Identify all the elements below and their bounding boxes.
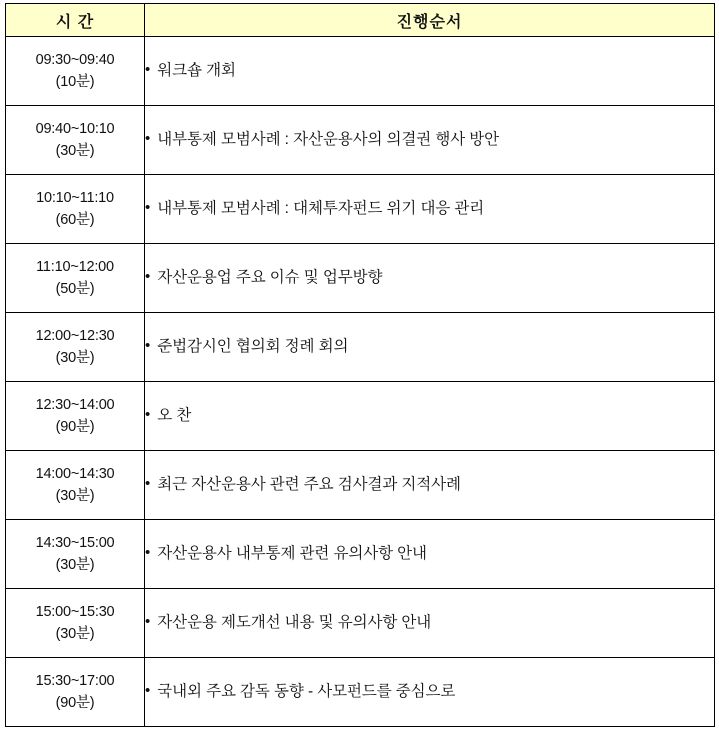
time-range: 09:30~09:40 <box>35 51 115 68</box>
time-range: 09:40~10:10 <box>35 120 115 137</box>
agenda-text: 내부통제 모범사례 : 대체투자펀드 위기 대응 관리 <box>157 199 485 217</box>
time-range: 14:00~14:30 <box>35 465 115 482</box>
time-duration: (10분) <box>55 74 95 90</box>
agenda-cell <box>145 313 715 382</box>
table-row <box>6 37 715 106</box>
time-cell <box>6 37 145 106</box>
column-header-time: 시 간 <box>6 4 145 37</box>
time-duration: (50분) <box>55 281 95 297</box>
time-cell <box>6 106 145 175</box>
time-duration: (60분) <box>55 212 95 228</box>
table-row <box>6 382 715 451</box>
column-header-agenda: 진행순서 <box>145 4 715 37</box>
agenda-text: 자산운용사 내부통제 관련 유의사항 안내 <box>157 544 427 562</box>
time-range: 10:10~11:10 <box>36 189 114 206</box>
bullet-icon: • <box>145 336 151 354</box>
agenda-text: 국내외 주요 감독 동향 - 사모펀드를 중심으로 <box>157 682 456 700</box>
time-range: 15:00~15:30 <box>35 603 115 620</box>
agenda-text: 자산운용업 주요 이슈 및 업무방향 <box>157 268 383 286</box>
table-row <box>6 451 715 520</box>
time-duration: (30분) <box>55 488 95 504</box>
bullet-icon: • <box>145 129 151 147</box>
bullet-icon: • <box>145 198 151 216</box>
agenda-cell <box>145 658 715 727</box>
time-cell <box>6 313 145 382</box>
time-range: 12:00~12:30 <box>35 327 115 344</box>
agenda-cell <box>145 382 715 451</box>
time-cell <box>6 589 145 658</box>
agenda-cell <box>145 589 715 658</box>
bullet-icon: • <box>145 60 151 78</box>
bullet-icon: • <box>145 405 151 423</box>
table-row <box>6 175 715 244</box>
time-cell <box>6 244 145 313</box>
agenda-text: 워크숍 개회 <box>157 61 236 79</box>
agenda-text: 최근 자산운용사 관련 주요 검사결과 지적사례 <box>157 475 461 493</box>
table-header-row <box>6 4 715 37</box>
agenda-cell <box>145 175 715 244</box>
bullet-icon: • <box>145 612 151 630</box>
table-row <box>6 244 715 313</box>
time-duration: (30분) <box>55 143 95 159</box>
time-cell <box>6 520 145 589</box>
time-cell <box>6 658 145 727</box>
bullet-icon: • <box>145 681 151 699</box>
time-duration: (30분) <box>55 350 95 366</box>
time-range: 15:30~17:00 <box>35 672 115 689</box>
agenda-cell <box>145 520 715 589</box>
bullet-icon: • <box>145 474 151 492</box>
agenda-cell <box>145 106 715 175</box>
time-duration: (90분) <box>55 419 95 435</box>
agenda-text: 준법감시인 협의회 정례 회의 <box>157 337 349 355</box>
schedule-table <box>5 3 715 727</box>
table-row <box>6 313 715 382</box>
time-duration: (30분) <box>55 626 95 642</box>
agenda-cell <box>145 451 715 520</box>
time-cell <box>6 382 145 451</box>
agenda-cell <box>145 244 715 313</box>
time-duration: (30분) <box>55 557 95 573</box>
agenda-text: 자산운용 제도개선 내용 및 유의사항 안내 <box>157 613 432 631</box>
table-row <box>6 589 715 658</box>
time-range: 14:30~15:00 <box>35 534 115 551</box>
time-range: 11:10~12:00 <box>36 258 114 275</box>
time-duration: (90분) <box>55 695 95 711</box>
time-cell <box>6 175 145 244</box>
time-range: 12:30~14:00 <box>35 396 115 413</box>
schedule-table-body <box>6 37 715 727</box>
agenda-text: 오 찬 <box>157 406 192 424</box>
time-cell <box>6 451 145 520</box>
bullet-icon: • <box>145 267 151 285</box>
table-row <box>6 658 715 727</box>
bullet-icon: • <box>145 543 151 561</box>
table-row <box>6 520 715 589</box>
agenda-text: 내부통제 모범사례 : 자산운용사의 의결권 행사 방안 <box>157 130 500 148</box>
agenda-cell <box>145 37 715 106</box>
table-row <box>6 106 715 175</box>
